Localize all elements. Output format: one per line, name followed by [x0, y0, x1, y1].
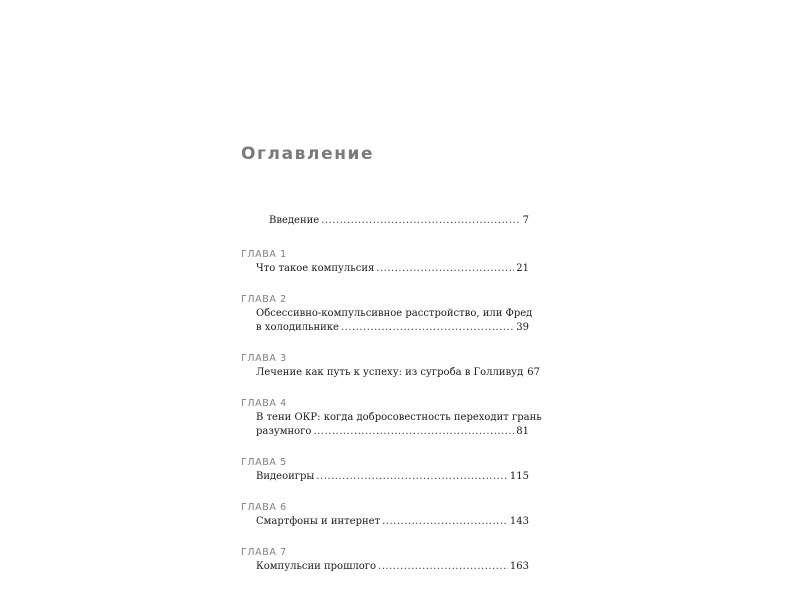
toc-entry	[241, 214, 529, 228]
chapter-label: ГЛАВА 6	[241, 502, 287, 513]
toc-title: Оглавление	[241, 144, 375, 164]
toc-entry-title: разумного	[256, 426, 312, 437]
toc-entry-title: Компульсии прошлого	[256, 561, 377, 572]
toc-entry-line	[256, 321, 529, 335]
toc-entry-line	[256, 470, 529, 484]
toc-intro	[241, 214, 529, 248]
toc-chapter-6	[241, 501, 529, 529]
toc-entry-page: 21	[516, 263, 529, 274]
toc-entry-title: Что такое компульсия	[256, 263, 375, 274]
toc-entry	[241, 262, 529, 276]
toc-entry-page: 67	[527, 367, 540, 378]
chapter-label: ГЛАВА 5	[241, 457, 287, 468]
toc-entry-page: 81	[516, 426, 529, 437]
chapter-label: ГЛАВА 3	[241, 353, 287, 364]
toc-entry-title: Введение	[269, 215, 320, 226]
table-of-contents	[241, 214, 542, 591]
toc-leader-dots	[313, 425, 514, 439]
toc-entry	[241, 560, 529, 574]
toc-entry-line	[256, 366, 540, 380]
toc-entry-title: Лечение как путь к успеху: из сугроба в Голливуд	[256, 367, 524, 378]
toc-entry-page: 39	[516, 322, 529, 333]
toc-chapter-4	[241, 397, 542, 439]
toc-entry-title-line: Обсессивно-компульсивное расстройство, или Фред	[256, 308, 533, 319]
toc-chapter-2	[241, 293, 533, 335]
toc-entry-line	[256, 515, 529, 529]
toc-entry-page: 7	[522, 215, 529, 226]
chapter-label: ГЛАВА 1	[241, 249, 287, 260]
toc-chapter-5	[241, 456, 529, 484]
toc-entry-page: 143	[509, 516, 529, 527]
toc-entry-line	[256, 560, 529, 574]
toc-leader-dots	[321, 214, 520, 228]
toc-chapter-1	[241, 248, 529, 276]
toc-chapter-7	[241, 546, 529, 574]
toc-entry	[241, 366, 540, 380]
toc-entry	[241, 470, 529, 484]
toc-leader-dots	[316, 470, 508, 484]
chapter-label: ГЛАВА 7	[241, 547, 287, 558]
chapter-label: ГЛАВА 4	[241, 398, 287, 409]
toc-leader-dots	[378, 560, 508, 574]
toc-entry	[241, 411, 542, 439]
toc-entry-line	[269, 214, 529, 228]
toc-chapter-3	[241, 352, 540, 380]
toc-leader-dots	[341, 321, 514, 335]
toc-leader-dots	[376, 262, 514, 276]
toc-entry-title-line: В тени ОКР: когда добросовестность переходит грань	[256, 412, 542, 423]
toc-entry-line	[256, 262, 529, 276]
toc-entry-line	[256, 425, 529, 439]
toc-entry-title: в холодильнике	[256, 322, 339, 333]
toc-leader-dots	[382, 515, 508, 529]
toc-entry-page: 163	[509, 561, 529, 572]
chapter-label: ГЛАВА 2	[241, 294, 287, 305]
toc-entry	[241, 307, 533, 335]
toc-entry-title: Смартфоны и интернет	[256, 516, 381, 527]
toc-entry-title: Видеоигры	[256, 471, 315, 482]
toc-entry-page: 115	[509, 471, 529, 482]
toc-entry	[241, 515, 529, 529]
